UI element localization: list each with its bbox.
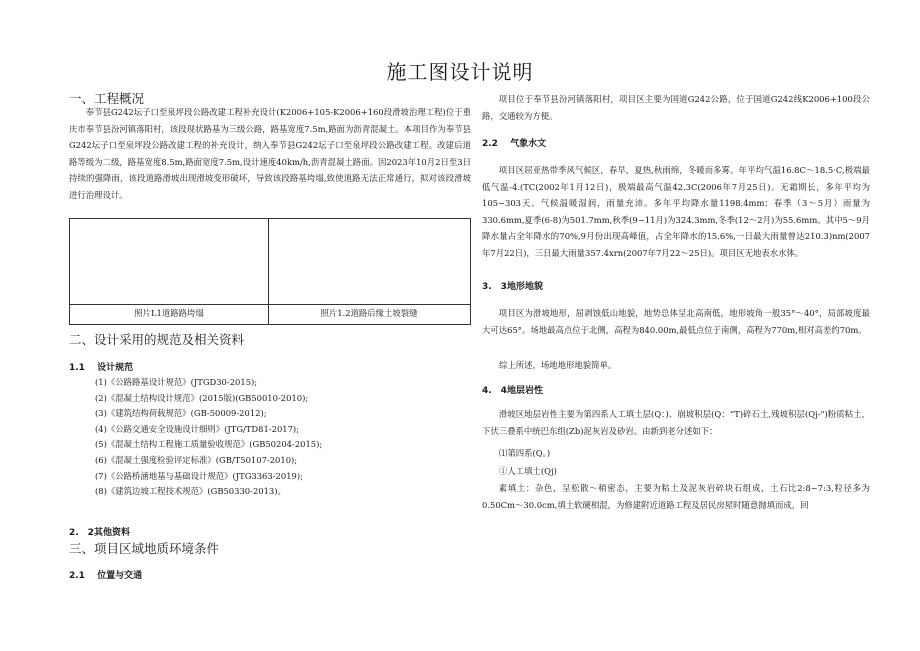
- page-title: 施工图设计说明: [386, 60, 534, 84]
- photo-cell-1: [70, 219, 269, 324]
- fill-description-paragraph: 素填土：杂色，呈松散～稍密态，主要为粘土及泥灰岩碎块石组成，土石比2:8~7:3,粒径多为0.50Cm～30.0cm,填土软硬相混，为修建附近道路工程及居民房屋时随意抛填而成，回: [482, 483, 870, 510]
- photo-cell-2: [268, 219, 470, 324]
- subsection-2-2-climate-heading: 2.2 气象水文: [482, 139, 547, 149]
- section-1-heading: 一、工程概况: [69, 91, 145, 106]
- subsection-2-2-heading: 2. 2其他资料: [69, 528, 130, 538]
- climate-paragraph: 项目区屈亚热带季风气候区，春早，夏热,秋雨绵，冬暖而多雾。年平均气温16.8C～18.5·C,极端最低气温-4.(TC(2002年1月12日)，极端最高气温42.3C(2006年7月25日)。无霜期长，多年平均为105~303天。气候温暖湿润，雨量充沛。多年平均降水量1198.4mm；春季（3～5月）雨量为330.6mm,夏季(6-8)为501.7mm,秋季(9~11月)为324.3mm,冬季(12～2月)为55.6mm。其中5～9月降水量占全年降水的70%,9月份出现高峰值，占全年降水的15.6%,一日最大雨量曾达210.3)nm(2007年7月22日)，三日最大雨量357.4xrn(2007年7月22～25日)。项目区无地表水水体。: [482, 165, 870, 258]
- reference-item: (1)《公路路基设计规范》(JTGD30-2015);: [95, 377, 258, 387]
- location-paragraph: 项目位于奉节县汾河镇落阳村，项目区主要为国道G242公路，位于国道G242线K2006+100段公路，交通较为方便。: [482, 94, 870, 121]
- subsection-1-1-heading: 1.1 设计规范: [69, 363, 134, 373]
- section-2-heading: 二、设计采用的规范及相关资料: [69, 332, 245, 347]
- photo-1-placeholder: [70, 219, 268, 305]
- project-overview-paragraph: 奉节县G242坛子口至泉坪段公路改建工程补充设计(K2006+105-K2006+160段滑坡治理工程)位于重庆市奉节县汾河镇落阳村，该段现状路基为三级公路，路基宽度7.5m,路面为沥青混凝土。本项目作为奉节县G242坛子口至泉坪段公路改建工程的补充设计，纳入奉节县G242坛子口至泉坪段公路改建工程。改建后道路等级为二级，路基宽度8.5m,路面宽度7.5m,设计速度40km/h,沥青混凝土路面。因2023年10月2日至3日持续的强降雨，该段道路滑坡出现滑坡变形破坏，导致该段路基垮塌,致使道路无法正常通行，拟对该段滑坡进行治理设计。: [69, 107, 471, 200]
- reference-item: (2)《混凝土结构设计规范》(2015版)(GB50010-2010);: [95, 392, 309, 403]
- reference-item: (5)《混凝土结构工程施工质量验收规范》(GB50204-2015);: [95, 439, 323, 450]
- reference-item: (7)《公路桥涵地基与基础设计规范》(JTG3363-2019);: [95, 470, 303, 481]
- reference-item: (4)《公路交通安全设施设计细则》(JTG/TD81-2017);: [95, 423, 300, 434]
- photo-1-caption: 照片L1道路路垮塌: [134, 308, 204, 318]
- reference-item: (8)《建筑边坡工程技术规范》(GB50330-2013)。: [95, 486, 286, 497]
- photo-2-caption: 照片1.2道路后缘土坡裂缝: [320, 308, 418, 318]
- section-3-heading: 三、项目区域地质环境条件: [69, 541, 220, 556]
- reference-item: (3)《建筑结构荷载规范》(GB-50009-2012);: [95, 408, 267, 419]
- reference-item: (6)《混凝土强度检验评定标准》(GB/T50107-2010);: [95, 454, 298, 465]
- photo-2-placeholder: [268, 219, 470, 305]
- reference-list: [95, 375, 322, 500]
- strata-item-quaternary: ⑴第四系(Q。): [499, 448, 551, 458]
- strata-item-fill: ①人工填土(Qj): [499, 466, 557, 476]
- strata-paragraph: 滑坡区地层岩性主要为第四系人工填土层(Q：)、崩坡积层(Q：“T)碎石土,残坡积层(Qj-")粉质粘土，下伏三叠系中统巴东组(Zb)泥灰岩及砂岩。由新到老分述如下：: [482, 409, 870, 436]
- subsection-2-1-heading: 2.1 位置与交通: [69, 571, 143, 581]
- terrain-paragraph: 项目区为滑坡地形，屈剥蚀低山地貌，地势总体呈北高南低，地形坡角一般35°～40°，局部坡度最大可达65°。场地最高点位于北侧，高程为840.00m,最低点位于南侧，高程为770m,相对高差约70m。: [482, 308, 870, 335]
- terrain-summary: 综上所述，场地地形地貌简单。: [499, 360, 617, 370]
- subsection-4-4-heading: 4. 4地层岩性: [482, 386, 543, 396]
- subsection-3-3-heading: 3. 3地形地貌: [482, 282, 543, 292]
- photo-table: [69, 218, 471, 325]
